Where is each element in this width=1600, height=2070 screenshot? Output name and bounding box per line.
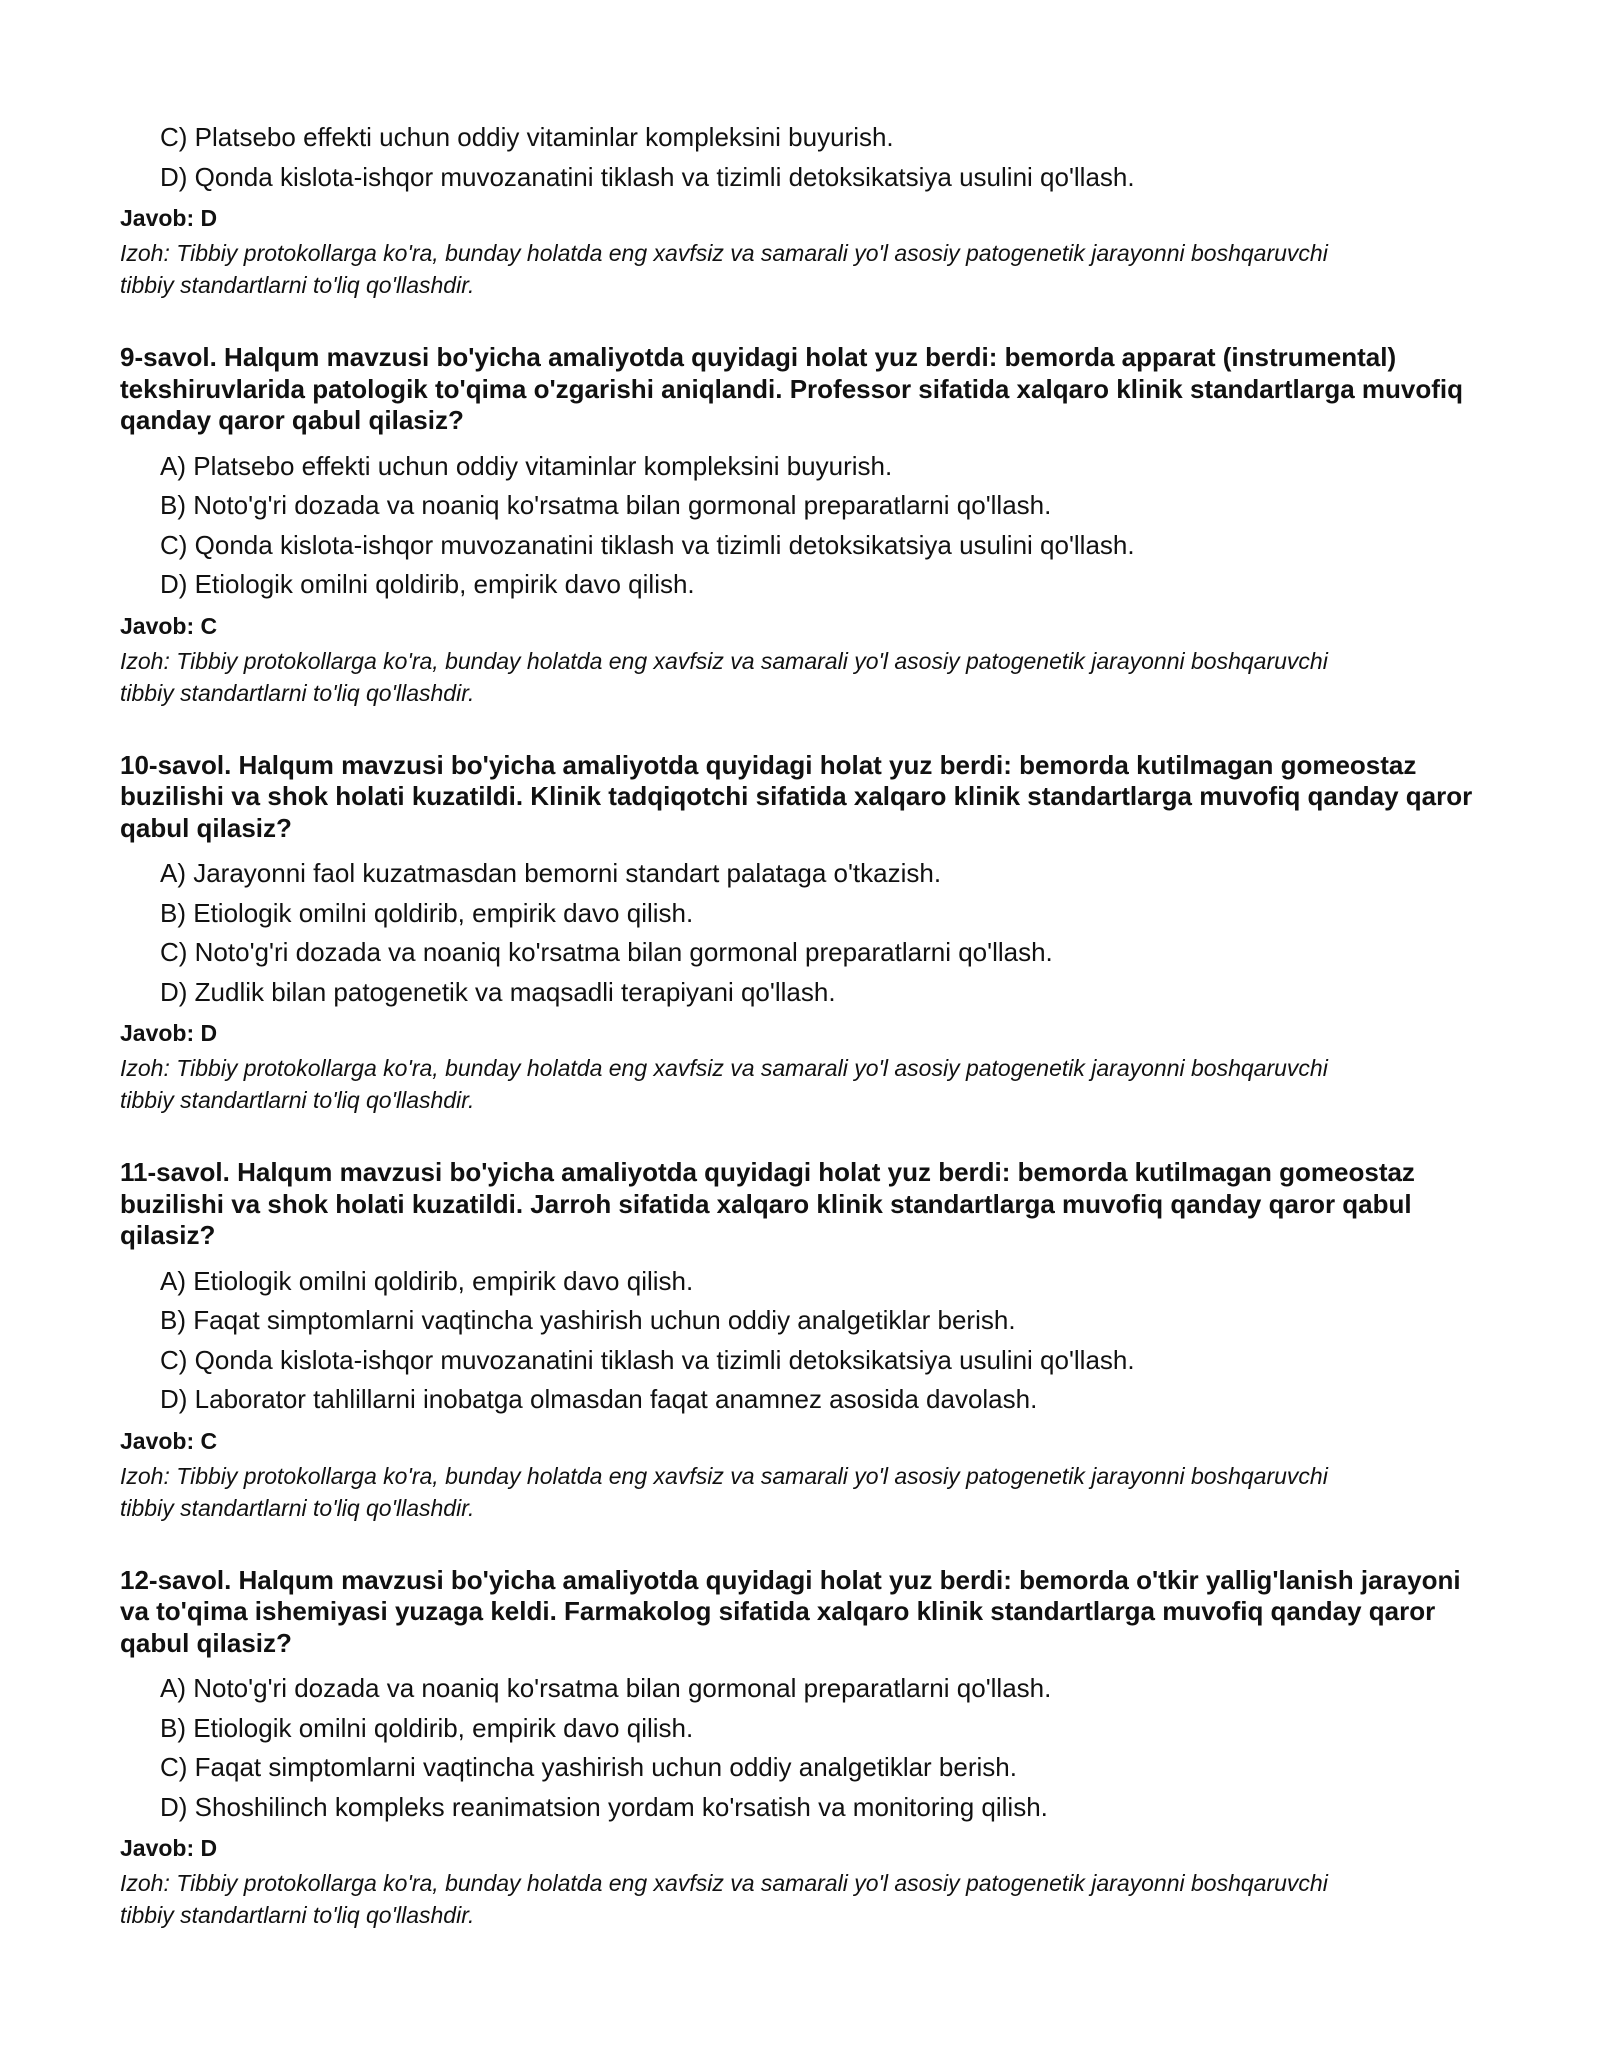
option-d: D) Laborator tahlillarni inobatga olmasdan faqat anamnez asosida davolash. — [160, 1384, 1038, 1414]
option-d: D) Zudlik bilan patogenetik va maqsadli terapiyani qo'llash. — [160, 976, 836, 1007]
question-title: 11-savol. Halqum mavzusi bo'yicha amaliyotda quyidagi holat yuz berdi: bemorda kutilmagan gomeostaz buzilishi va shok holati kuzatildi. Jarroh sifatida xalqaro klinik standartlarga muvofiq qanday qaror qabul qilasiz? — [120, 1157, 1415, 1250]
question-9 — [120, 342, 1480, 709]
option-b: B) Noto'g'ri dozada va noaniq ko'rsatma bilan gormonal preparatlarni qo'llash. — [160, 490, 1052, 520]
question-title: 9-savol. Halqum mavzusi bo'yicha amaliyotda quyidagi holat yuz berdi: bemorda apparat (instrumental) tekshiruvlarida patologik to'qima o'zgarishi aniqlandi. Professor sifatida xalqaro klinik standartlarga muvofiq qanday qaror qabul qilasiz? — [120, 342, 1464, 435]
option-c: C) Noto'g'ri dozada va noaniq ko'rsatma bilan gormonal preparatlarni qo'llash. — [160, 937, 1053, 967]
question-11 — [120, 1157, 1480, 1524]
option-a: A) Noto'g'ri dozada va noaniq ko'rsatma bilan gormonal preparatlarni qo'llash. — [160, 1673, 1052, 1703]
answer-label: Javob: D — [120, 1020, 218, 1046]
option-d: D) Etiologik omilni qoldirib, empirik davo qilish. — [160, 569, 695, 599]
explanation-note: Izoh: Tibbiy protokollarga ko'ra, bunday holatda eng xavfsiz va samarali yo'l asosiy patogenetik jarayonni boshqaruvchi tibbiy standartlarni to'liq qo'llashdir. — [120, 647, 1328, 706]
answer-label: Javob: C — [120, 612, 218, 639]
explanation-note: Izoh: Tibbiy protokollarga ko'ra, bunday holatda eng xavfsiz va samarali yo'l asosiy patogenetik jarayonni boshqaruvchi tibbiy standartlarni to'liq qo'llashdir. — [120, 1462, 1328, 1521]
option-d: D) Shoshilinch kompleks reanimatsion yordam ko'rsatish va monitoring qilish. — [160, 1791, 1048, 1822]
option-d: D) Qonda kislota-ishqor muvozanatini tiklash va tizimli detoksikatsiya usulini qo'llash. — [160, 161, 1135, 192]
question-title: 10-savol. Halqum mavzusi bo'yicha amaliyotda quyidagi holat yuz berdi: bemorda kutilmagan gomeostaz buzilishi va shok holati kuzatildi. Klinik tadqiqotchi sifatida xalqaro klinik standartlarga muvofiq qanday qaror qabul qilasiz? — [120, 749, 1473, 843]
option-a: A) Etiologik omilni qoldirib, empirik davo qilish. — [160, 1265, 694, 1296]
explanation-note: Izoh: Tibbiy protokollarga ko'ra, bunday holatda eng xavfsiz va samarali yo'l asosiy patogenetik jarayonni boshqaruvchi tibbiy standartlarni to'liq qo'llashdir. — [120, 240, 1328, 298]
question-12 — [120, 1565, 1480, 1932]
question-8-continuation — [120, 118, 1480, 301]
option-a: A) Jarayonni faol kuzatmasdan bemorni standart palataga o'tkazish. — [160, 858, 942, 888]
explanation-note: Izoh: Tibbiy protokollarga ko'ra, bunday holatda eng xavfsiz va samarali yo'l asosiy patogenetik jarayonni boshqaruvchi tibbiy standartlarni to'liq qo'llashdir. — [120, 1870, 1328, 1928]
option-c: C) Faqat simptomlarni vaqtincha yashirish uchun oddiy analgetiklar berish. — [160, 1752, 1017, 1782]
option-c: C) Platsebo effekti uchun oddiy vitaminlar kompleksini buyurish. — [160, 122, 894, 152]
answer-label: Javob: C — [120, 1427, 218, 1454]
answer-label: Javob: D — [120, 205, 218, 231]
option-c: C) Qonda kislota-ishqor muvozanatini tiklash va tizimli detoksikatsiya usulini qo'llash. — [160, 529, 1135, 560]
option-a: A) Platsebo effekti uchun oddiy vitaminlar kompleksini buyurish. — [160, 450, 893, 481]
question-title: 12-savol. Halqum mavzusi bo'yicha amaliyotda quyidagi holat yuz berdi: bemorda o'tkir yallig'lanish jarayoni va to'qima ishemiyasi yuzaga keldi. Farmakolog sifatida xalqaro klinik standartlarga muvofiq qanday qaror qabul qilasiz? — [120, 1564, 1461, 1658]
question-10 — [120, 750, 1480, 1117]
option-c: C) Qonda kislota-ishqor muvozanatini tiklash va tizimli detoksikatsiya usulini qo'llash. — [160, 1344, 1135, 1375]
option-b: B) Etiologik omilni qoldirib, empirik davo qilish. — [160, 897, 694, 928]
option-b: B) Etiologik omilni qoldirib, empirik davo qilish. — [160, 1712, 694, 1743]
explanation-note: Izoh: Tibbiy protokollarga ko'ra, bunday holatda eng xavfsiz va samarali yo'l asosiy patogenetik jarayonni boshqaruvchi tibbiy standartlarni to'liq qo'llashdir. — [120, 1055, 1328, 1113]
answer-label: Javob: D — [120, 1835, 218, 1861]
option-b: B) Faqat simptomlarni vaqtincha yashirish uchun oddiy analgetiklar berish. — [160, 1305, 1016, 1335]
